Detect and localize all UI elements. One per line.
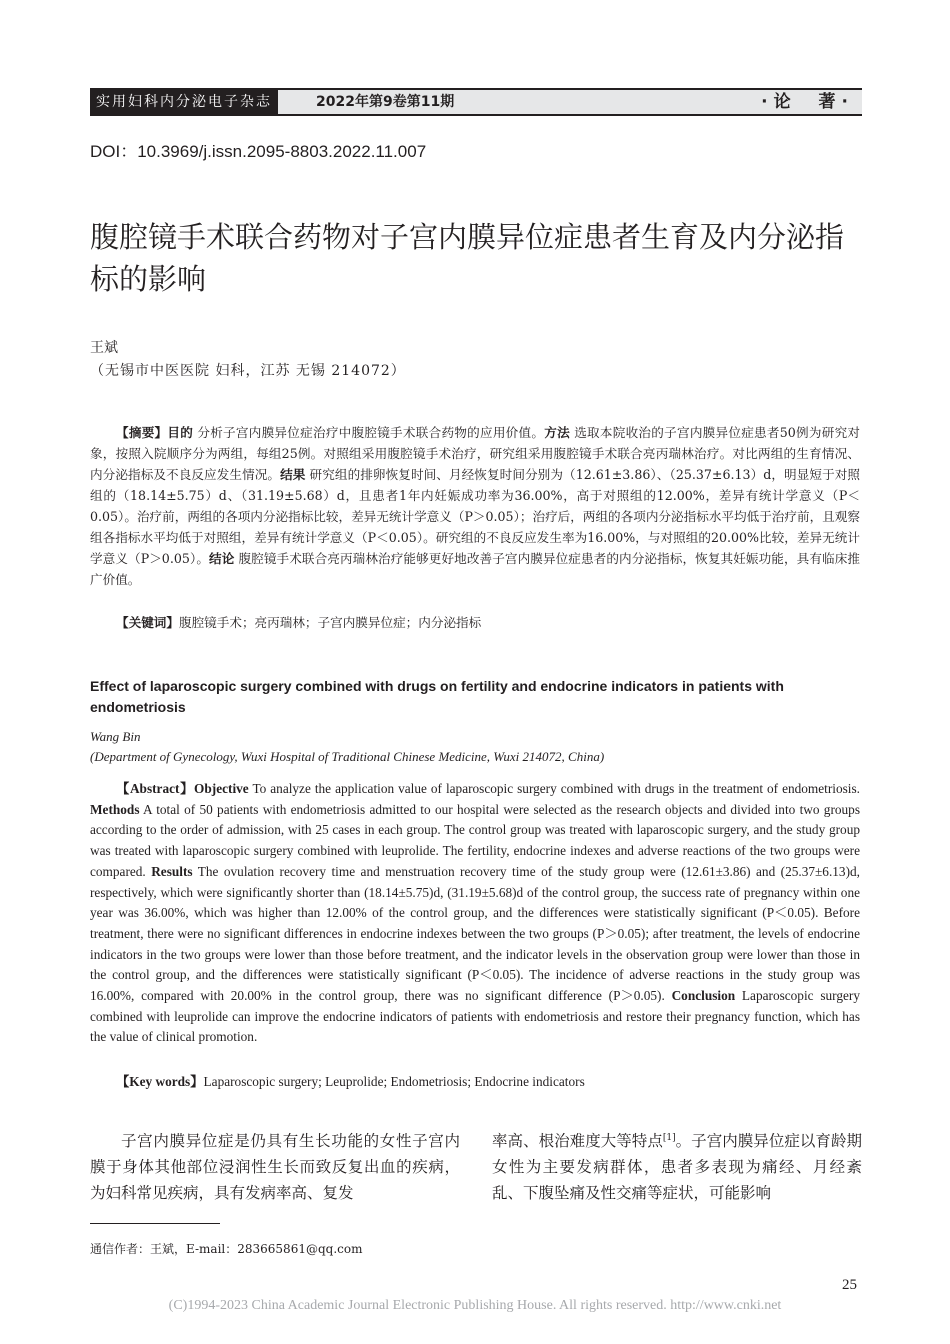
abstract-en	[90, 779, 860, 1048]
doi: DOI：10.3969/j.issn.2095-8803.2022.11.007	[90, 142, 427, 161]
keywords-en-text: Laparoscopic surgery; Leuprolide; Endometriosis; Endocrine indicators	[203, 1074, 585, 1089]
affiliation-en: (Department of Gynecology, Wuxi Hospital of Traditional Chinese Medicine, Wuxi 214072, China)	[90, 749, 605, 764]
corresponding-author-footnote: 通信作者：王斌，E-mail：283665861@qq.com	[90, 1242, 363, 1256]
objective-en-label: Objective	[194, 781, 249, 796]
body-column-left: 子宫内膜异位症是仍具有生长功能的女性子宫内膜于身体其他部位浸润性生长而致反复出血的疾病，为妇科常见疾病，具有发病率高、复发	[90, 1132, 460, 1202]
methods-en-label: Methods	[90, 801, 140, 817]
journal-header-bar	[90, 88, 862, 116]
methods-en-text: A total of 50 patients with endometriosis admitted to our hospital were selected as the research objects and divided into two groups according to the order of admission, with 25 cases in each group. The control group was treated with laparoscopic surgery, and the study group was treated with laparoscopic surgery combined with leuprolide. The fertility, endocrine indexes and adverse reactions of the two groups were compared.	[90, 801, 860, 879]
objective-label: 目的	[167, 425, 194, 440]
reference-marker[interactable]: [1]	[662, 1132, 676, 1143]
affiliation: （无锡市中医医院 妇科，江苏 无锡 214072）	[90, 363, 406, 379]
body-column-right	[492, 1128, 862, 1206]
abstract-en-label: 【Abstract】	[116, 781, 195, 796]
keywords-text: 腹腔镜手术；亮丙瑞林；子宫内膜异位症；内分泌指标	[178, 615, 482, 630]
results-text: 研究组的排卵恢复时间、月经恢复时间分别为（12.61±3.86）、（25.37±6.13）d，明显短于对照组的（18.14±5.75）d、（31.19±5.68）d，且患者1年内妊娠成功率为36.00%，高于对照组的12.00%，差异有统计学意义（P＜0.05）。治疗前，两组的各项内分泌指标比较，差异无统计学意义（P＞0.05）；治疗后，两组的各项内分泌指标水平均低于治疗前，且观察组各指标水平均低于对照组，差异有统计学意义（P＜0.05）。研究组的不良反应发生率为16.00%，与对照组的20.00%比较，差异无统计学意义（P＞0.05）。	[90, 467, 861, 566]
objective-en-text: To analyze the application value of laparoscopic surgery combined with drugs in the treatment of endometriosis.	[248, 781, 861, 796]
keywords-en	[90, 1071, 860, 1092]
issue-info: 2022年第9卷第11期	[316, 94, 455, 110]
keywords-label: 【关键词】	[116, 615, 179, 630]
objective-text: 分析子宫内膜异位症治疗中腹腔镜手术联合药物的应用价值。	[193, 425, 545, 440]
journal-name: 实用妇科内分泌电子杂志	[90, 90, 278, 114]
body-text: 率高、根治难度大等特点	[492, 1132, 663, 1150]
results-en-text: The ovulation recovery time and menstruation recovery time of the study group were (12.61±3.86) and (25.37±6.13)d, respectively, which were significantly shorter than (18.14±5.75)d, (31.19±5.68)d of the control group, the success rate of pregnancy within one year was 36.00%, which was higher than 12.00% of the control group, and the differences were statistically significant (P＜0.05). Before treatment, there were no significant differences in endocrine indexes between the two groups (P＞0.05); after treatment, the levels of endocrine indicators in the two groups were lower than those before treatment, and the indicator levels in the observation group were lower than those in the control group, and the differences were statistically significant (P＜0.05). The incidence of adverse reactions in the study group was 16.00%, compared with 20.00% in the control group, there was no significant difference (P＞0.05).	[90, 863, 860, 1004]
copyright-watermark: (C)1994-2023 China Academic Journal Electronic Publishing House. All rights reserved. http://www.cnki.net	[168, 1298, 782, 1313]
results-en-label: Results	[151, 863, 193, 879]
body-text: 。子宫内膜异位症以育龄期女性为主要发病群体，患者多表现为痛经、月经紊乱、下腹坠痛及性交痛等症状，可能影响	[492, 1132, 862, 1202]
conclusion-label: 结论	[209, 551, 235, 566]
keywords-en-label: 【Key words】	[116, 1074, 204, 1089]
keywords-cn	[90, 612, 860, 633]
author: 王斌	[90, 340, 118, 356]
abstract-label: 【摘要】	[116, 425, 168, 440]
article-title: 腹腔镜手术联合药物对子宫内膜异位症患者生育及内分泌指标的影响	[90, 220, 845, 296]
section-label: ·论 著·	[761, 92, 854, 112]
article-title-en: Effect of laparoscopic surgery combined with drugs on fertility and endocrine indicators in patients with endometriosis	[90, 678, 784, 715]
conclusion-text: 腹腔镜手术联合亮丙瑞林治疗能够更好地改善子宫内膜异位症患者的内分泌指标，恢复其妊娠功能，具有临床推广价值。	[90, 551, 860, 587]
abstract-cn	[90, 422, 860, 590]
methods-label: 方法	[544, 425, 570, 440]
conclusion-en-text: Laparoscopic surgery combined with leuprolide can improve the endocrine indicators of patients with endometriosis and restore their pregnancy function, which has the value of clinical promotion.	[90, 988, 860, 1045]
author-en: Wang Bin	[90, 729, 141, 744]
page-number: 25	[842, 1277, 857, 1293]
conclusion-en-label: Conclusion	[671, 988, 736, 1004]
results-label: 结果	[280, 467, 306, 482]
footnote-divider	[90, 1223, 220, 1224]
methods-text: 选取本院收治的子宫内膜异位症患者50例为研究对象，按照入院顺序分为两组，每组25例。对照组采用腹腔镜手术治疗，研究组采用腹腔镜手术联合亮丙瑞林治疗。对比两组的生育情况、内分泌指标及不良反应发生情况。	[90, 425, 861, 482]
